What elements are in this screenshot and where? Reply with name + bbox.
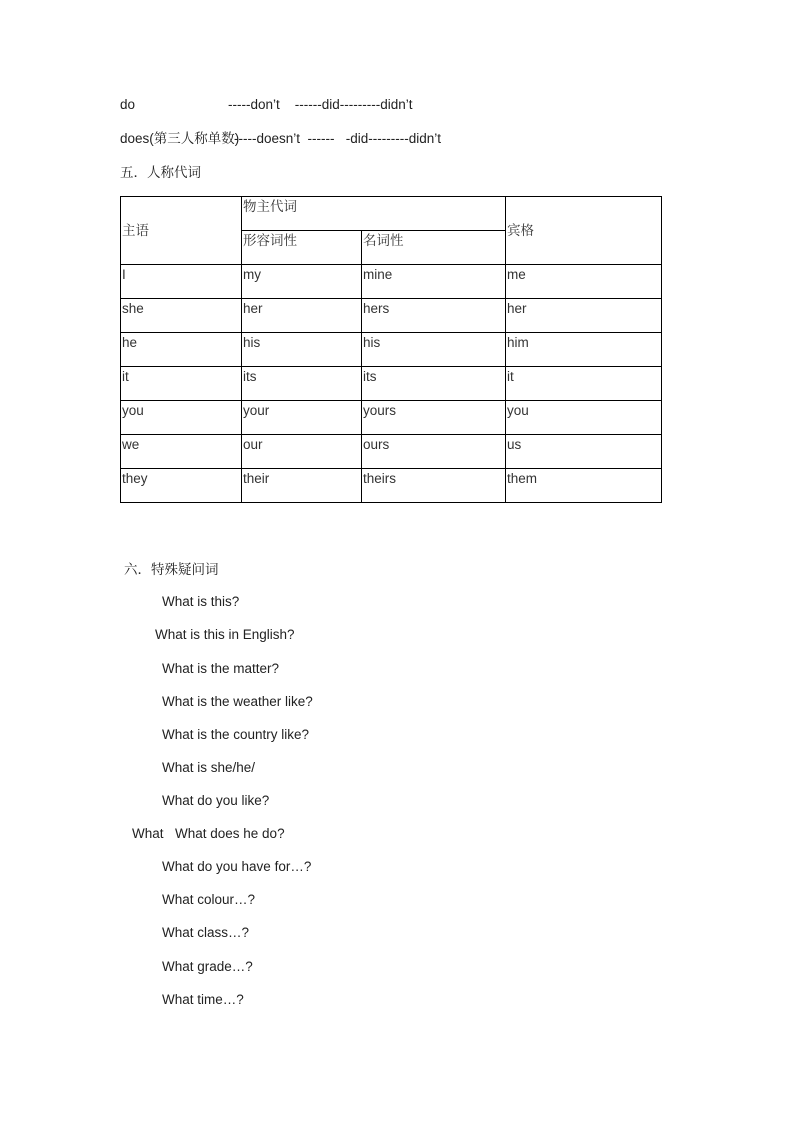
question-item: What do you have for…?: [162, 859, 312, 874]
cell-noun: its: [362, 367, 506, 401]
table-row: [121, 401, 662, 435]
question-item: What is the matter?: [162, 661, 280, 676]
cell-noun: mine: [362, 265, 506, 299]
cell-object: him: [506, 333, 662, 367]
question-item: What does he do?: [175, 826, 285, 841]
question-item: What grade…?: [162, 959, 253, 974]
cell-noun: yours: [362, 401, 506, 435]
cell-object: me: [506, 265, 662, 299]
pronoun-table: [120, 196, 662, 503]
table-row: [121, 469, 662, 503]
cell-subject: he: [121, 333, 242, 367]
cell-noun: his: [362, 333, 506, 367]
header-adjective: 形容词性: [242, 231, 362, 265]
verb-row-do-chain: -----don’t ------did---------didn’t: [228, 97, 413, 112]
cell-adjective: their: [242, 469, 362, 503]
cell-subject: we: [121, 435, 242, 469]
header-noun: 名词性: [362, 231, 506, 265]
cell-noun: ours: [362, 435, 506, 469]
cell-subject: she: [121, 299, 242, 333]
cell-object: you: [506, 401, 662, 435]
question-item: What is she/he/: [162, 760, 256, 775]
cell-adjective: his: [242, 333, 362, 367]
cell-adjective: our: [242, 435, 362, 469]
header-subject: 主语: [121, 197, 242, 265]
section5-heading: 五．人称代词: [120, 165, 201, 180]
cell-object: her: [506, 299, 662, 333]
question-item: What class…?: [162, 925, 250, 940]
cell-adjective: her: [242, 299, 362, 333]
cell-subject: it: [121, 367, 242, 401]
cell-subject: you: [121, 401, 242, 435]
section6-heading: 六．特殊疑问词: [124, 562, 219, 577]
cell-object: them: [506, 469, 662, 503]
verb-row-do-base: do: [120, 97, 136, 112]
cell-subject: I: [121, 265, 242, 299]
cell-object: us: [506, 435, 662, 469]
cell-object: it: [506, 367, 662, 401]
cell-noun: hers: [362, 299, 506, 333]
verb-row-does-chain: -----doesn’t ------ -did---------didn’t: [234, 131, 441, 146]
question-item: What is this in English?: [155, 627, 295, 642]
verb-row-does-base: does(第三人称单数): [120, 131, 240, 146]
question-item: What do you like?: [162, 793, 270, 808]
cell-noun: theirs: [362, 469, 506, 503]
cell-adjective: my: [242, 265, 362, 299]
cell-subject: they: [121, 469, 242, 503]
cell-adjective: your: [242, 401, 362, 435]
header-object: 宾格: [506, 197, 662, 265]
table-row: [121, 265, 662, 299]
question-prefix-label: What: [132, 826, 164, 841]
cell-adjective: its: [242, 367, 362, 401]
question-item: What time…?: [162, 992, 244, 1007]
question-item: What colour…?: [162, 892, 256, 907]
table-row: [121, 333, 662, 367]
question-item: What is the weather like?: [162, 694, 313, 709]
question-item: What is the country like?: [162, 727, 310, 742]
table-row: [121, 367, 662, 401]
question-item: What is this?: [162, 594, 240, 609]
header-possessive: 物主代词: [242, 197, 506, 231]
table-row: [121, 435, 662, 469]
table-row: [121, 299, 662, 333]
